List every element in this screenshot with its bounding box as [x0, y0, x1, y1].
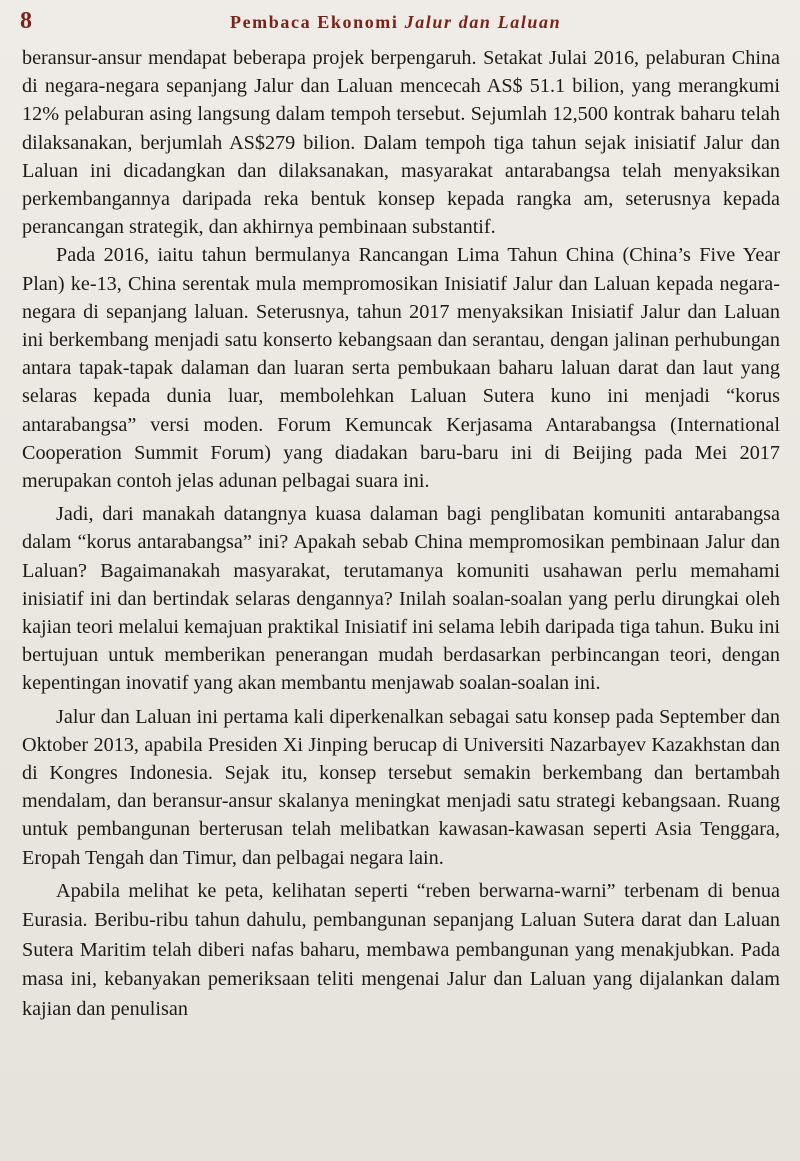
- paragraph: Apabila melihat ke peta, kelihatan seperti “reben berwarna-warni” terbenam di benua Eurasia. Beribu-ribu tahun dahulu, pembangunan sepanjang Laluan Sutera darat dan Laluan Sutera Maritim telah diberi nafas baharu, membawa pembangunan yang menakjubkan. Pada masa ini, kebanyakan pemeriksaan teliti mengenai Jalur dan Laluan yang dijalankan dalam kajian dan penulisan: [22, 879, 780, 1020]
- paragraph: Pada 2016, iaitu tahun bermulanya Rancangan Lima Tahun China (China’s Five Year Plan) ke-13, China serentak mula mempromosikan Inisiatif Jalur dan Laluan kepada negara-negara di sepanjang laluan. Seterusnya, tahun 2017 menyaksikan Inisiatif Jalur dan Laluan ini berkembang menjadi satu konserto kebangsaan dan serantau, dengan jalinan perhubungan antara tapak-tapak dalaman dan luaran serta pembukaan baharu laluan darat dan laut yang selaras kepada dunia luar, membolehkan Laluan Sutera kuno ini menjadi “korus antarabangsa” versi moden. Forum Kemuncak Kerjasama Antarabangsa (International Cooperation Summit Forum) yang diadakan baru-baru ini di Beijing pada Mei 2017 merupakan contoh jelas adunan pelbagai suara ini.: [22, 244, 780, 493]
- paragraph: Jalur dan Laluan ini pertama kali diperkenalkan sebagai satu konsep pada September dan Oktober 2013, apabila Presiden Xi Jinping berucap di Universiti Nazarbayev Kazakhstan dan di Kongres Indonesia. Sejak itu, konsep tersebut semakin berkembang dan bertambah mendalam, dan beransur-ansur skalanya meningkat menjadi satu strategi kebangsaan. Ruang untuk pembangunan berterusan telah melibatkan kawasan-kawasan seperti Asia Tenggara, Eropah Tengah dan Timur, dan pelbagai negara lain.: [22, 705, 780, 869]
- paragraph-continuation: beransur-ansur mendapat beberapa projek berpengaruh. Setakat Julai 2016, pelaburan China di negara-negara sepanjang Jalur dan Laluan mencecah AS$ 51.1 bilion, yang merangkumi 12% pelaburan asing langsung dalam tempoh tersebut. Sejumlah 12,500 kontrak baharu telah dilaksanakan, berjumlah AS$279 bilion. Dalam tempoh tiga tahun sejak inisiatif Jalur dan Laluan ini dicadangkan dan dilaksanakan, masyarakat antarabangsa telah menyaksikan perkembangannya daripada reka bentuk konsep kepada rangka am, seterusnya kepada perancangan strategik, dan akhirnya pembinaan substantif.: [22, 47, 780, 239]
- running-title-italic: Jalur dan Laluan: [404, 12, 562, 32]
- page-header: [20, 6, 780, 40]
- paragraph: Jadi, dari manakah datangnya kuasa dalaman bagi penglibatan komuniti antarabangsa dalam “korus antarabangsa” ini? Apakah sebab China mempromosikan pembinaan Jalur dan Laluan? Bagaimanakah masyarakat, terutamanya komuniti usahawan perlu memahami inisiatif ini dan bertindak selaras dengannya? Inilah soalan-soalan yang perlu dirungkai oleh kajian teori melalui kemajuan praktikal Inisiatif ini selama lebih daripada tiga tahun. Buku ini bertujuan untuk memberikan penerangan mudah berdasarkan perbincangan teori, dengan kepentingan inovatif yang akan membantu menjawab soalan-soalan ini.: [22, 503, 780, 695]
- body-text: [22, 44, 780, 1024]
- running-title-text: Pembaca Ekonomi: [230, 12, 405, 32]
- page-number: 8: [20, 8, 32, 34]
- running-title: [230, 12, 561, 33]
